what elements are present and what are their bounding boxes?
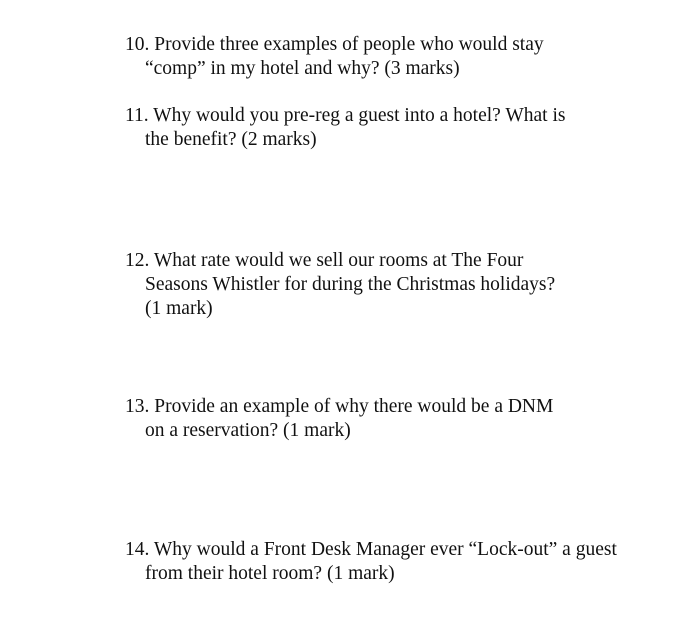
question-11	[125, 104, 565, 152]
question-13-line-2: on a reservation? (1 mark)	[145, 420, 351, 441]
question-14	[125, 538, 617, 586]
question-14-line-1: 14. Why would a Front Desk Manager ever “Lock-out” a guest	[125, 539, 617, 560]
question-10	[125, 33, 544, 81]
question-12-line-2: Seasons Whistler for during the Christmas holidays?	[145, 274, 556, 295]
question-13-line-1: 13. Provide an example of why there would be a DNM	[125, 396, 554, 417]
question-12	[125, 249, 555, 321]
question-10-line-1: 10. Provide three examples of people who would stay	[125, 34, 544, 55]
question-13	[125, 395, 553, 443]
question-14-line-2: from their hotel room? (1 mark)	[145, 563, 395, 584]
question-11-line-1: 11. Why would you pre-reg a guest into a hotel? What is	[125, 105, 566, 126]
question-11-line-2: the benefit? (2 marks)	[145, 129, 317, 150]
question-12-line-3: (1 mark)	[145, 298, 213, 319]
question-10-line-2: “comp” in my hotel and why? (3 marks)	[145, 58, 460, 79]
question-12-line-1: 12. What rate would we sell our rooms at The Four	[125, 250, 524, 271]
